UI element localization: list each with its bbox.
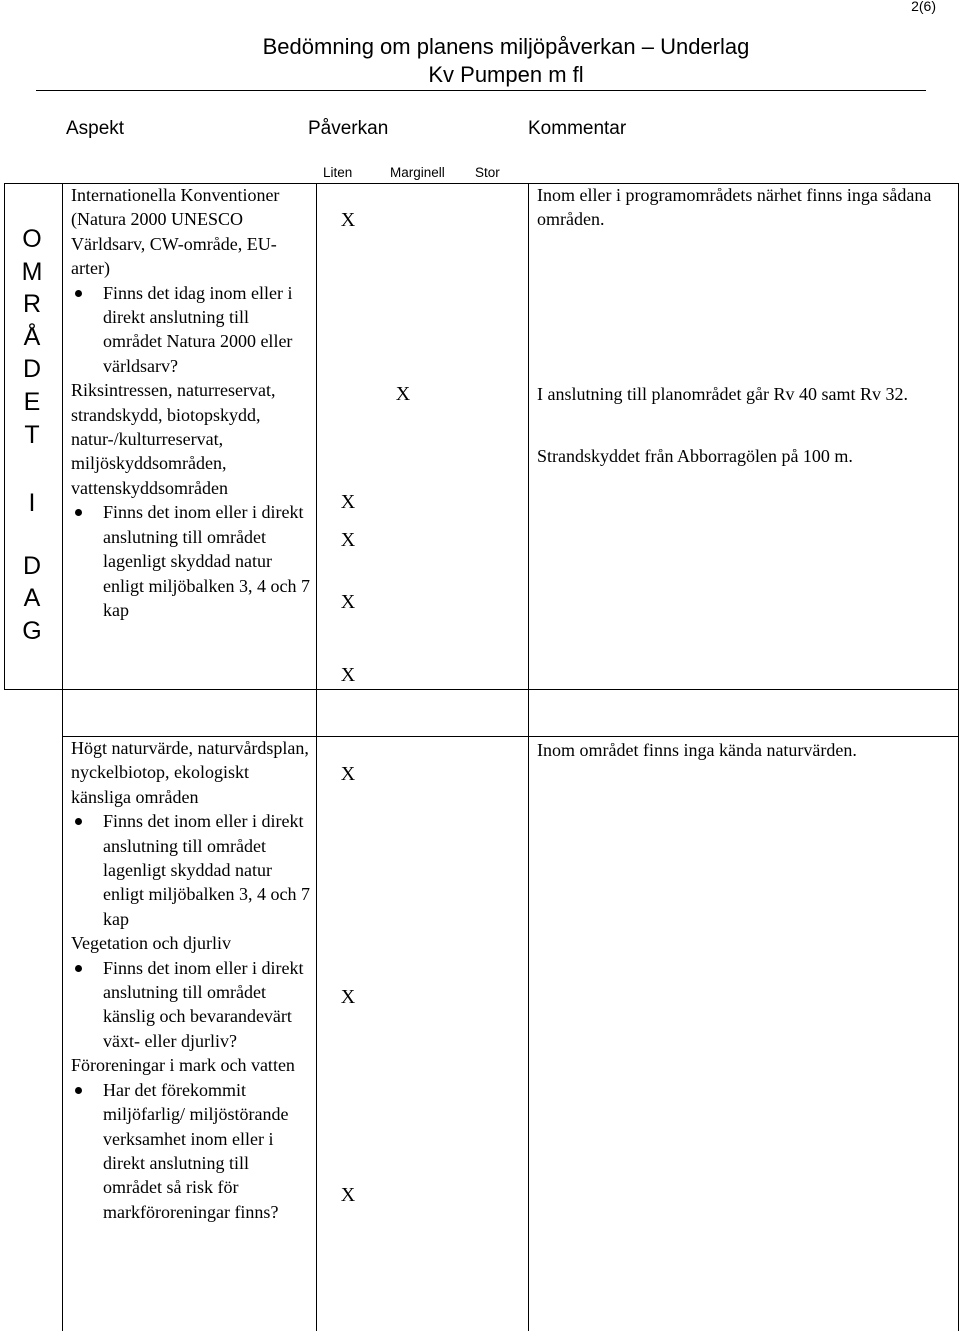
side-letter: O	[22, 225, 42, 253]
mark-liten: X	[340, 209, 356, 231]
comment-international: Inom eller i programområdets närhet finns inga sådana områden.	[537, 185, 932, 229]
mark-liten: X	[340, 986, 356, 1008]
aspect-bullets	[71, 1078, 311, 1224]
side-letter: G	[22, 616, 42, 645]
comment-naturvarde: Inom området finns inga kända naturvärden.	[537, 740, 857, 760]
aspect-bullet: Finns det inom eller i direkt anslutning till området lagenligt skyddad natur enligt miljöbalken 3, 4 och 7 kap	[71, 500, 311, 622]
table-right-rule	[958, 183, 959, 1331]
comment-strandskydd: Strandskyddet från Abborragölen på 100 m.	[537, 446, 853, 466]
aspect-bullets	[71, 281, 311, 379]
document-title: Bedömning om planens miljöpåverkan – Underlag	[262, 34, 750, 59]
column-rule-3	[528, 183, 529, 1331]
mark-liten: X	[340, 491, 356, 513]
column-header-kommentar: Kommentar	[528, 118, 627, 139]
aspect-bullet: Finns det inom eller i direkt anslutning till området känslig och bevarandevärt växt- eller djurliv?	[71, 956, 311, 1054]
comment-riksintressen: I anslutning till planområdet går Rv 40 samt Rv 32.	[537, 384, 908, 404]
header-rule	[36, 90, 926, 91]
scale-marginell: Marginell	[390, 165, 445, 180]
side-letter: D	[22, 551, 42, 580]
aspect-cell-naturvarde	[71, 736, 311, 1224]
column-header-paverkan: Påverkan	[308, 118, 389, 139]
aspect-bullets	[71, 809, 311, 931]
mark-liten: X	[340, 763, 356, 785]
section-rule	[4, 689, 959, 690]
aspect-intro: Internationella Konventioner (Natura 2000 UNESCO Världsarv, CW-område, EU-arter)	[71, 185, 280, 279]
side-label-omradet-idag	[14, 223, 50, 648]
side-letter: I	[28, 489, 36, 518]
column-rule-1	[62, 183, 63, 1331]
aspect-bullets	[71, 956, 311, 1054]
table-left-rule	[4, 183, 5, 689]
mark-marginell: X	[395, 383, 411, 405]
document-subtitle: Kv Pumpen m fl	[428, 62, 584, 87]
aspect-intro: Högt naturvärde, naturvårdsplan, nyckelbiotop, ekologiskt känsliga områden	[71, 738, 309, 807]
side-letter: M	[21, 257, 43, 286]
aspect-intro: Riksintressen, naturreservat, strandskydd, biotopskydd, natur-/kulturreservat, miljöskyddsområden, vattenskyddsområden	[71, 380, 276, 498]
side-letter-gap	[14, 520, 50, 550]
mark-liten: X	[340, 1184, 356, 1206]
scale-liten: Liten	[323, 165, 353, 180]
mark-liten: X	[340, 591, 356, 613]
side-letter: A	[23, 584, 41, 613]
side-letter: T	[24, 420, 40, 449]
column-rule-2	[316, 183, 317, 1331]
mark-liten: X	[340, 529, 356, 551]
side-letter: R	[22, 290, 42, 319]
side-letter: Å	[23, 322, 41, 351]
aspect-bullet: Finns det idag inom eller i direkt anslutning till området Natura 2000 eller världsarv?	[71, 281, 311, 379]
side-letter: D	[22, 355, 42, 384]
mark-liten: X	[340, 664, 356, 686]
aspect-cell-international	[71, 183, 311, 622]
aspect-bullet: Har det förekommit miljöfarlig/ miljöstörande verksamhet inom eller i direkt anslutning till området så risk för markföroreningar finns?	[71, 1078, 311, 1224]
side-letter: E	[23, 387, 41, 416]
aspect-bullet: Finns det inom eller i direkt anslutning till området lagenligt skyddad natur enligt miljöbalken 3, 4 och 7 kap	[71, 809, 311, 931]
aspect-intro: Föroreningar i mark och vatten	[71, 1055, 295, 1076]
scale-stor: Stor	[475, 165, 500, 180]
aspect-intro: Vegetation och djurliv	[71, 933, 231, 954]
side-letter-gap	[14, 451, 50, 487]
aspect-bullets	[71, 500, 311, 622]
column-header-aspekt: Aspekt	[66, 118, 125, 139]
page-number: 2(6)	[911, 0, 936, 14]
